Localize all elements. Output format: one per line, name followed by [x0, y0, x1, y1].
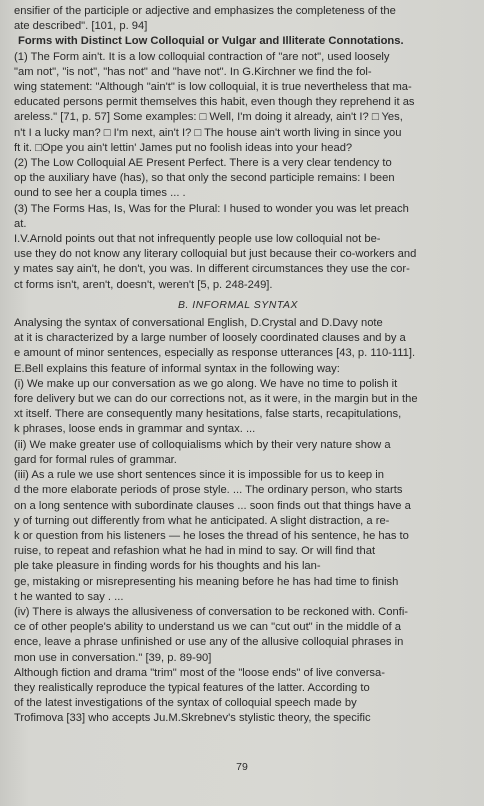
text-line: on a long sentence with subordinate clauses ... soon finds out that things have a [14, 499, 411, 512]
section-heading: B. INFORMAL SYNTAX [177, 298, 299, 311]
text-line: xt itself. There are consequently many hesitations, false starts, recapitulations, [14, 408, 402, 421]
text-line: of the latest investigations of the syntax of colloquial speech made by [14, 697, 357, 710]
text-line: ate described". [101, p. 94] [14, 20, 148, 33]
text-line: gard for formal rules of grammar. [14, 453, 177, 466]
text-line: op the auxiliary have (has), so that only the second participle remains: I been [14, 172, 395, 185]
text-line: e amount of minor sentences, especially as response utterances [43, p. 110-111]. [14, 347, 416, 360]
text-line: fore delivery but we can do our corrections not, as it were, in the margin but in the [14, 393, 418, 406]
text-line: areless." [71, p. 57] Some examples: □ Well, I'm doing it already, ain't I? □ Yes, [14, 111, 403, 124]
text-line: ge, mistaking or misrepresenting his meaning before he has had time to finish [14, 575, 399, 588]
text-line: ensifier of the participle or adjective and emphasizes the completeness of the [14, 5, 396, 17]
text-line: y of turning out differently from what he anticipated. A slight distraction, a re- [14, 514, 390, 527]
text-line: at it is characterized by a large number of loosely coordinated clauses and by a [14, 332, 406, 345]
text-line: (3) The Forms Has, Is, Was for the Plural: I hused to wonder you was let preach [14, 202, 409, 215]
text-line: (1) The Form ain't. It is a low colloquial contraction of "are not", used loosely [14, 50, 390, 63]
text-line: wing statement: "Although "ain't" is low colloquial, it is true nevertheless that ma- [14, 81, 412, 94]
text-line: k or question from his listeners — he loses the thread of his sentence, he has to [14, 529, 409, 542]
text-line: mon use in conversation." [39, p. 89-90] [14, 651, 212, 664]
text-line: n't I a lucky man? □ I'm next, ain't I? □ The house ain't worth living in since you [14, 126, 402, 139]
text-line: (ii) We make greater use of colloquialisms which by their very nature show a [14, 438, 391, 451]
text-line: I.V.Arnold points out that not infrequently people use low colloquial not be- [14, 233, 381, 246]
text-line: Although fiction and drama "trim" most of the "loose ends" of live conversa- [14, 666, 385, 679]
text-line: ence, leave a phrase unfinished or use any of the allusive colloquial phrases in [14, 636, 404, 649]
text-line: Analysing the syntax of conversational English, D.Crystal and D.Davy note [14, 317, 383, 330]
text-line: t he wanted to say . ... [14, 590, 124, 603]
text-line: ound to see her a coupla times ... . [14, 187, 186, 200]
text-line: ft it. □Ope you ain't lettin' James put no foolish ideas into your head? [14, 141, 353, 154]
text-line: educated persons permit themselves this habit, even though they reprehend it as [14, 96, 415, 109]
text-line: y mates say ain't, he don't, you was. In different circumstances they use the cor- [14, 263, 410, 276]
text-line: at. [14, 217, 27, 230]
text-line: k phrases, loose ends in grammar and syntax. ... [14, 423, 256, 436]
text-line: ple take pleasure in finding words for his thoughts and his lan- [14, 560, 321, 573]
text-line: they realistically reproduce the typical features of the latter. According to [14, 681, 370, 694]
text-line: ct forms isn't, aren't, doesn't, weren't [5, p. 248-249]. [14, 278, 273, 291]
text-line: (i) We make up our conversation as we go along. We have no time to polish it [14, 377, 398, 390]
text-line: use they do not know any literary colloquial but just because their co-workers and [14, 248, 417, 261]
page-number: 79 [236, 761, 248, 773]
text-line: ce of other people's ability to understand us we can "cut out" in the middle of a [14, 621, 401, 634]
text-line: ruise, to repeat and refashion what he had in mind to say. Or will find that [14, 545, 376, 558]
text-line: d the more elaborate periods of prose style. ... The ordinary person, who starts [14, 484, 403, 497]
text-line: "am not", "is not", "has not" and "have not". In G.Kirchner we find the fol- [14, 65, 372, 78]
section-subheading: Forms with Distinct Low Colloquial or Vulgar and Illiterate Connotations. [18, 35, 404, 48]
text-line: (iv) There is always the allusiveness of conversation to be reckoned with. Confi- [14, 605, 409, 618]
text-line: E.Bell explains this feature of informal syntax in the following way: [14, 362, 340, 375]
text-line: Trofimova [33] who accepts Ju.M.Skrebnev's stylistic theory, the specific [14, 712, 371, 725]
text-line: (iii) As a rule we use short sentences since it is impossible for us to keep in [14, 469, 384, 482]
text-line: (2) The Low Colloquial AE Present Perfect. There is a very clear tendency to [14, 157, 392, 170]
